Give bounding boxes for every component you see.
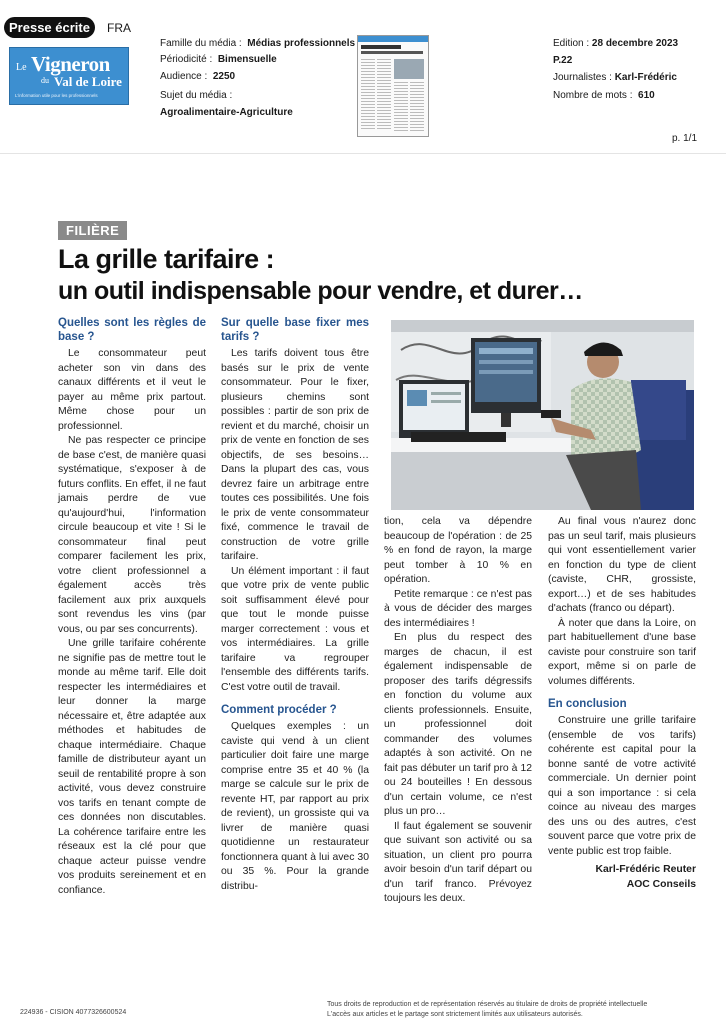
article-column-1 xyxy=(58,316,206,898)
meta-periodicite-value: Bimensuelle xyxy=(217,54,277,65)
meta-famille-value: Médias professionnels xyxy=(247,38,356,49)
footer-rights-line2: L'accès aux articles et le partage sont strictement limités aux utilisateurs autorisés. xyxy=(327,1011,583,1018)
signature-name: Karl-Frédéric Reuter xyxy=(595,864,696,875)
article-column-2 xyxy=(221,316,369,894)
media-type-badge: Presse écrite xyxy=(4,17,95,38)
paragraph: Quelques exemples : un caviste qui vend à un client particulier doit faire une marge comprise entre 35 et 40 % (la marge se calcule sur le prix de revente HT, par rapport au prix de revient), un grossiste qui va livrer de manière quasi quotidienne un restaurateur fonctionnera quant à lui avec 30 ou 35 %. Pour la grande distribu- xyxy=(221,721,369,892)
meta-edition-label: Edition : xyxy=(553,38,590,49)
paragraph: Une grille tarifaire cohérente ne signifie pas de mettre tout le monde au même tarif. Elle doit respecter les intermédiaires et leur donner la marge nécessaire et, être adaptée aux méthodes et habitudes de chaque intermédiaire. Chaque famille de distributeur ayant un seuil de rentabilité propre à son activité, vous devez construire vos tarifs en tenant compte de ces données non discutables. La cohérence tarifaire entre les réseaux est la clé pour que chaque acteur puisse vendre vos produits sereinement et en confiance. xyxy=(58,638,206,896)
article-title-line1: La grille tarifaire : xyxy=(58,244,275,274)
paragraph: Il faut également se souvenir que suivant son activité ou sa situation, un client pro pourra avoir besoin d'un tarif départ ou d'un tarif franco. Prévoyez toujours les deux. xyxy=(384,820,532,904)
paragraph: Ne pas respecter ce principe de base c'est, de manière quasi systématique, s'exposer à de futurs conflits. En effet, il ne faut jamais perdre de vue qu'aujourd'hui, l'information circule beaucoup et vite ! Si le consommateur final peut comparer facilement les prix, votre client professionnel a également accès très facilement aux prix auxquels sont revendus les vins (par vous, ou par ses concurrents). xyxy=(58,435,206,635)
meta-famille-label: Famille du média : xyxy=(160,38,242,49)
meta-page-ref xyxy=(553,54,572,68)
meta-sujet-value xyxy=(160,106,293,120)
paragraph: Un élément important : il faut que votre prix de vente public soit suffisamment élevé pour que tout le monde puisse marger correctement : vous et vos intermédiaires. La grille tarifaire va regrouper l'ensemble des différents tarifs. C'est votre outil de travail. xyxy=(221,565,369,693)
logo-le: Le xyxy=(16,62,27,73)
meta-sujet-label: Sujet du média : xyxy=(160,90,233,101)
meta-audience-value: 2250 xyxy=(212,71,236,82)
footer-rights xyxy=(327,1000,647,1020)
paragraph: À noter que dans la Loire, on part habituellement d'une base caviste pour construire son tarif export, même si on parle de volumes différents. xyxy=(548,617,696,687)
paragraph: tion, cela va dépendre beaucoup de l'opération : de 25 % en fond de rayon, la marge peut tomber à 10 % en opération. xyxy=(384,516,532,585)
publication-logo xyxy=(9,47,129,105)
logo-val-de-loire: Val de Loire xyxy=(54,74,122,89)
meta-page-ref-value: P.22 xyxy=(553,55,573,66)
meta-famille xyxy=(160,37,355,51)
article-photo xyxy=(391,320,694,510)
meta-audience-label: Audience : xyxy=(160,71,208,82)
meta-audience xyxy=(160,70,235,84)
meta-edition xyxy=(553,37,678,51)
meta-journalistes-label: Journalistes : xyxy=(553,72,612,83)
section-heading: En conclusion xyxy=(548,698,627,710)
paragraph: En plus du respect des marges de chacun, il est également indispensable de proposer des tarifs dégressifs en fonction du volume aux clients professionnels. Ensuite, un professionnel doit commander des volumes adaptés à son activité. On ne fait pas débuter un tarif pro à 12 ou 24 bouteilles ! En dessous d'un certain volume, ce n'est plus un pro… xyxy=(384,632,532,817)
paragraph: Construire une grille tarifaire (ensemble de vos tarifs) cohérente est capital pour la bonne santé de votre activité commerciale. Un dernier point qui a son importance : si cela coince au niveau des marges des uns ou des autres, c'est souvent parce que votre prix de vente public est trop faible. xyxy=(548,715,696,857)
section-heading: Sur quelle base fixer mes tarifs ? xyxy=(221,317,369,343)
footer-rights-line1: Tous droits de reproduction et de représentation réservés au titulaire de droits de propriété intellectuelle xyxy=(327,1001,648,1008)
article-column-4 xyxy=(548,515,696,892)
rubric-label: FILIÈRE xyxy=(58,221,127,240)
meta-sujet-value-text: Agroalimentaire-Agriculture xyxy=(160,107,293,118)
section-heading: Comment procéder ? xyxy=(221,704,337,716)
meta-periodicite-label: Périodicité : xyxy=(160,54,213,65)
meta-journalistes xyxy=(553,71,677,85)
logo-vigneron: Vigneron xyxy=(31,52,110,76)
header-divider xyxy=(0,153,726,154)
language-code: FRA xyxy=(107,21,131,35)
footer-reference: 224936 - CISION 4077326600524 xyxy=(20,1009,127,1016)
signature-org: AOC Conseils xyxy=(626,878,696,890)
page-thumbnail xyxy=(357,35,429,137)
meta-mots xyxy=(553,89,655,103)
meta-edition-value: 28 decembre 2023 xyxy=(591,38,679,49)
page-count: p. 1/1 xyxy=(672,133,698,144)
meta-mots-value: 610 xyxy=(638,90,655,101)
article-title-line2: un outil indispensable pour vendre, et durer… xyxy=(58,277,583,305)
photo-illustration xyxy=(391,320,694,510)
meta-periodicite xyxy=(160,53,277,67)
paragraph: Les tarifs doivent tous être basés sur le prix de vente consommateur. Pour le fixer, plusieurs chemins sont possibles : partir de son prix de revient et du marché, choisir un prix de vente en fonction de ses objectifs, de ses besoins… Dans la plupart des cas, vous devrez faire un arbitrage entre toutes ces possibilités. Une fois le prix de vente consommateur fixé, commence le travail de construction de votre grille tarifaire. xyxy=(221,348,369,562)
article-column-3 xyxy=(384,515,532,907)
meta-journalistes-value: Karl-Frédéric xyxy=(614,72,677,83)
meta-mots-label: Nombre de mots : xyxy=(553,90,633,101)
paragraph: Petite remarque : ce n'est pas à vous de décider des marges des intermédiaires ! xyxy=(384,588,532,629)
paragraph: Le consommateur peut acheter son vin dans des canaux différents et il veut le payer au même prix partout. Même chose pour un professionnel. xyxy=(58,348,206,432)
paragraph: Au final vous n'aurez donc pas un seul tarif, mais plusieurs qui vont essentiellement varier en fonction du type de client (caviste, CHR, grossiste, export…) et de ses habitudes d'achats (franco ou départ). xyxy=(548,516,696,614)
logo-tagline: L'information utile pour les professionnels xyxy=(15,93,98,98)
section-heading: Quelles sont les règles de base ? xyxy=(58,317,206,343)
logo-du: du xyxy=(41,76,49,85)
